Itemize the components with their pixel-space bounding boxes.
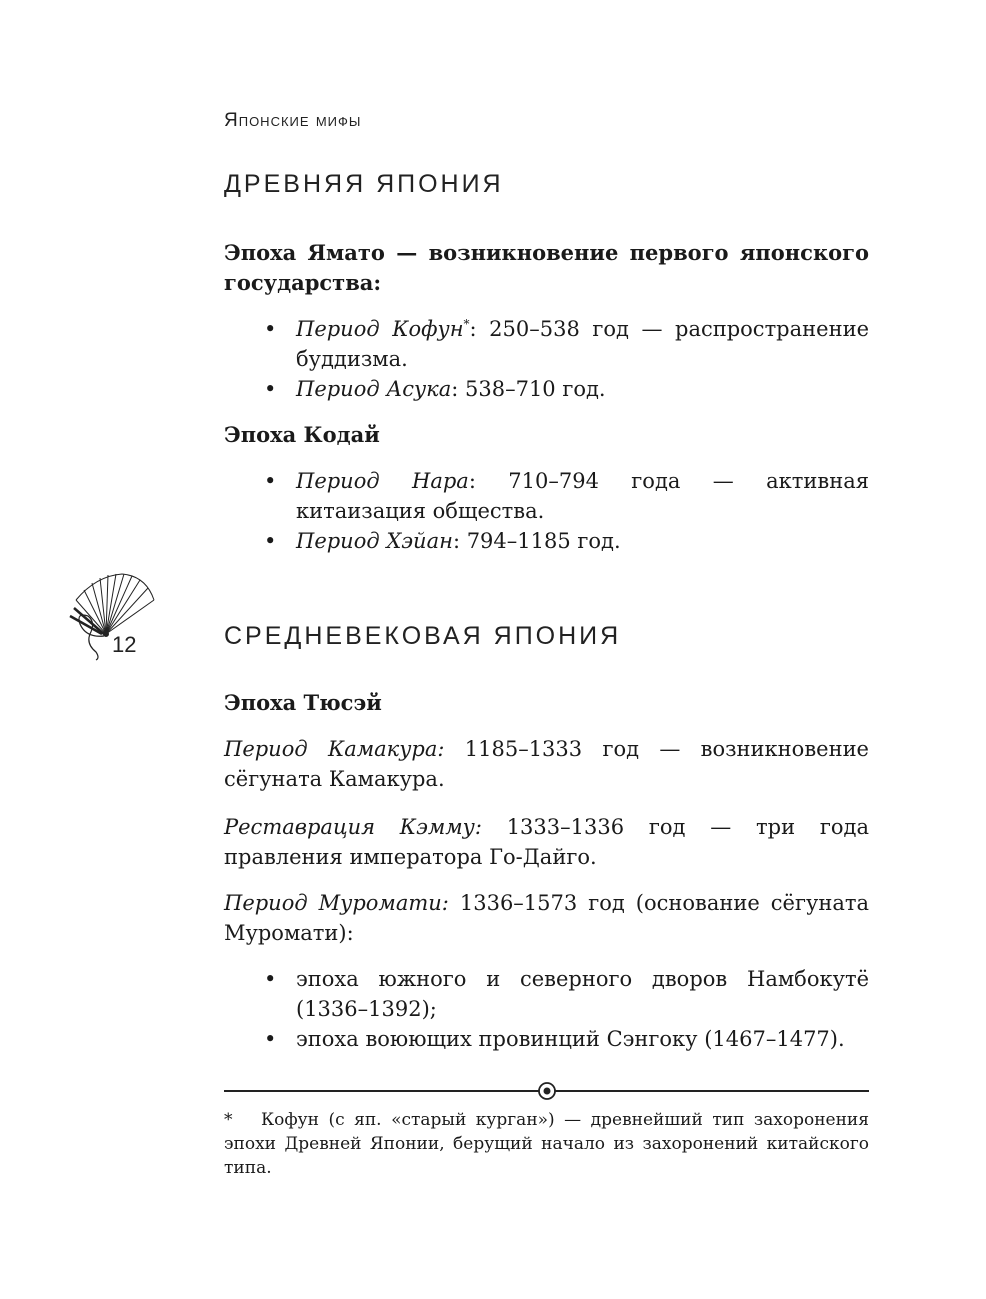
- list-item: [224, 964, 869, 1024]
- period-name: Период Нара: [296, 469, 469, 493]
- section-title-medieval: СРЕДНЕВЕКОВАЯ ЯПОНИЯ: [224, 622, 622, 650]
- bullet-icon: •: [264, 317, 277, 341]
- period-name: Период Муромати:: [224, 891, 449, 915]
- bullet-icon: •: [264, 1027, 277, 1051]
- section-title-ancient: ДРЕВНЯЯ ЯПОНИЯ: [224, 170, 504, 198]
- running-head: Японские мифы: [224, 110, 362, 131]
- list-item: [224, 314, 869, 374]
- period-name: Реставрация Кэмму:: [224, 815, 482, 839]
- yamato-heading: Эпоха Ямато — возникновение первого японского государства:: [224, 240, 869, 295]
- footnote-marker: *: [463, 317, 470, 331]
- yamato-list: [224, 314, 869, 404]
- page-number: 12: [112, 632, 137, 657]
- footnote-mark: *: [224, 1110, 233, 1130]
- bullet-icon: •: [264, 377, 277, 401]
- period-name: Период Кофун: [296, 317, 464, 341]
- chusei-heading: Эпоха Тюсэй: [224, 690, 382, 715]
- footnote: [224, 1108, 869, 1180]
- fan-icon: [66, 572, 156, 662]
- period-text: : 250–538 год — распространение буддизма.: [296, 317, 869, 371]
- period-text: : 710–794 года — активная китаизация общества.: [296, 469, 869, 523]
- kodai-list: [224, 466, 869, 556]
- period-text: 1336–1573 год (основание сёгуната Муромати):: [224, 891, 869, 945]
- list-item: [224, 1024, 869, 1054]
- bullet-icon: •: [264, 967, 277, 991]
- bullet-icon: •: [264, 469, 277, 493]
- footnote-text: Кофун (с яп. «старый курган») — древнейший тип захоронения эпохи Древней Японии, берущий начало из захоронений китайского типа.: [224, 1110, 869, 1178]
- period-text: : 538–710 год.: [451, 377, 606, 401]
- period-name: Период Асука: [296, 377, 452, 401]
- period-name: Период Камакура:: [224, 737, 445, 761]
- period-text: 1333–1336 год — три года правления императора Го-Дайго.: [224, 815, 869, 869]
- period-text: 1185–1333 год — возникновение сёгуната Камакура.: [224, 737, 869, 791]
- paragraph-kemmu: [224, 812, 869, 872]
- list-item: [224, 526, 869, 556]
- list-item-text: эпоха воюющих провинций Сэнгоку (1467–1477).: [296, 1027, 845, 1051]
- kodai-heading: Эпоха Кодай: [224, 422, 380, 447]
- paragraph-muromachi: [224, 888, 869, 948]
- period-text: : 794–1185 год.: [452, 529, 621, 553]
- list-item: [224, 466, 869, 526]
- list-item-text: эпоха южного и северного дворов Намбокутё (1336–1392);: [296, 967, 869, 1021]
- paragraph-kamakura: [224, 734, 869, 794]
- muromachi-list: [224, 964, 869, 1054]
- bullet-icon: •: [264, 529, 277, 553]
- circle-ornament-icon: [537, 1081, 557, 1101]
- list-item: [224, 374, 869, 404]
- period-name: Период Хэйан: [296, 529, 453, 553]
